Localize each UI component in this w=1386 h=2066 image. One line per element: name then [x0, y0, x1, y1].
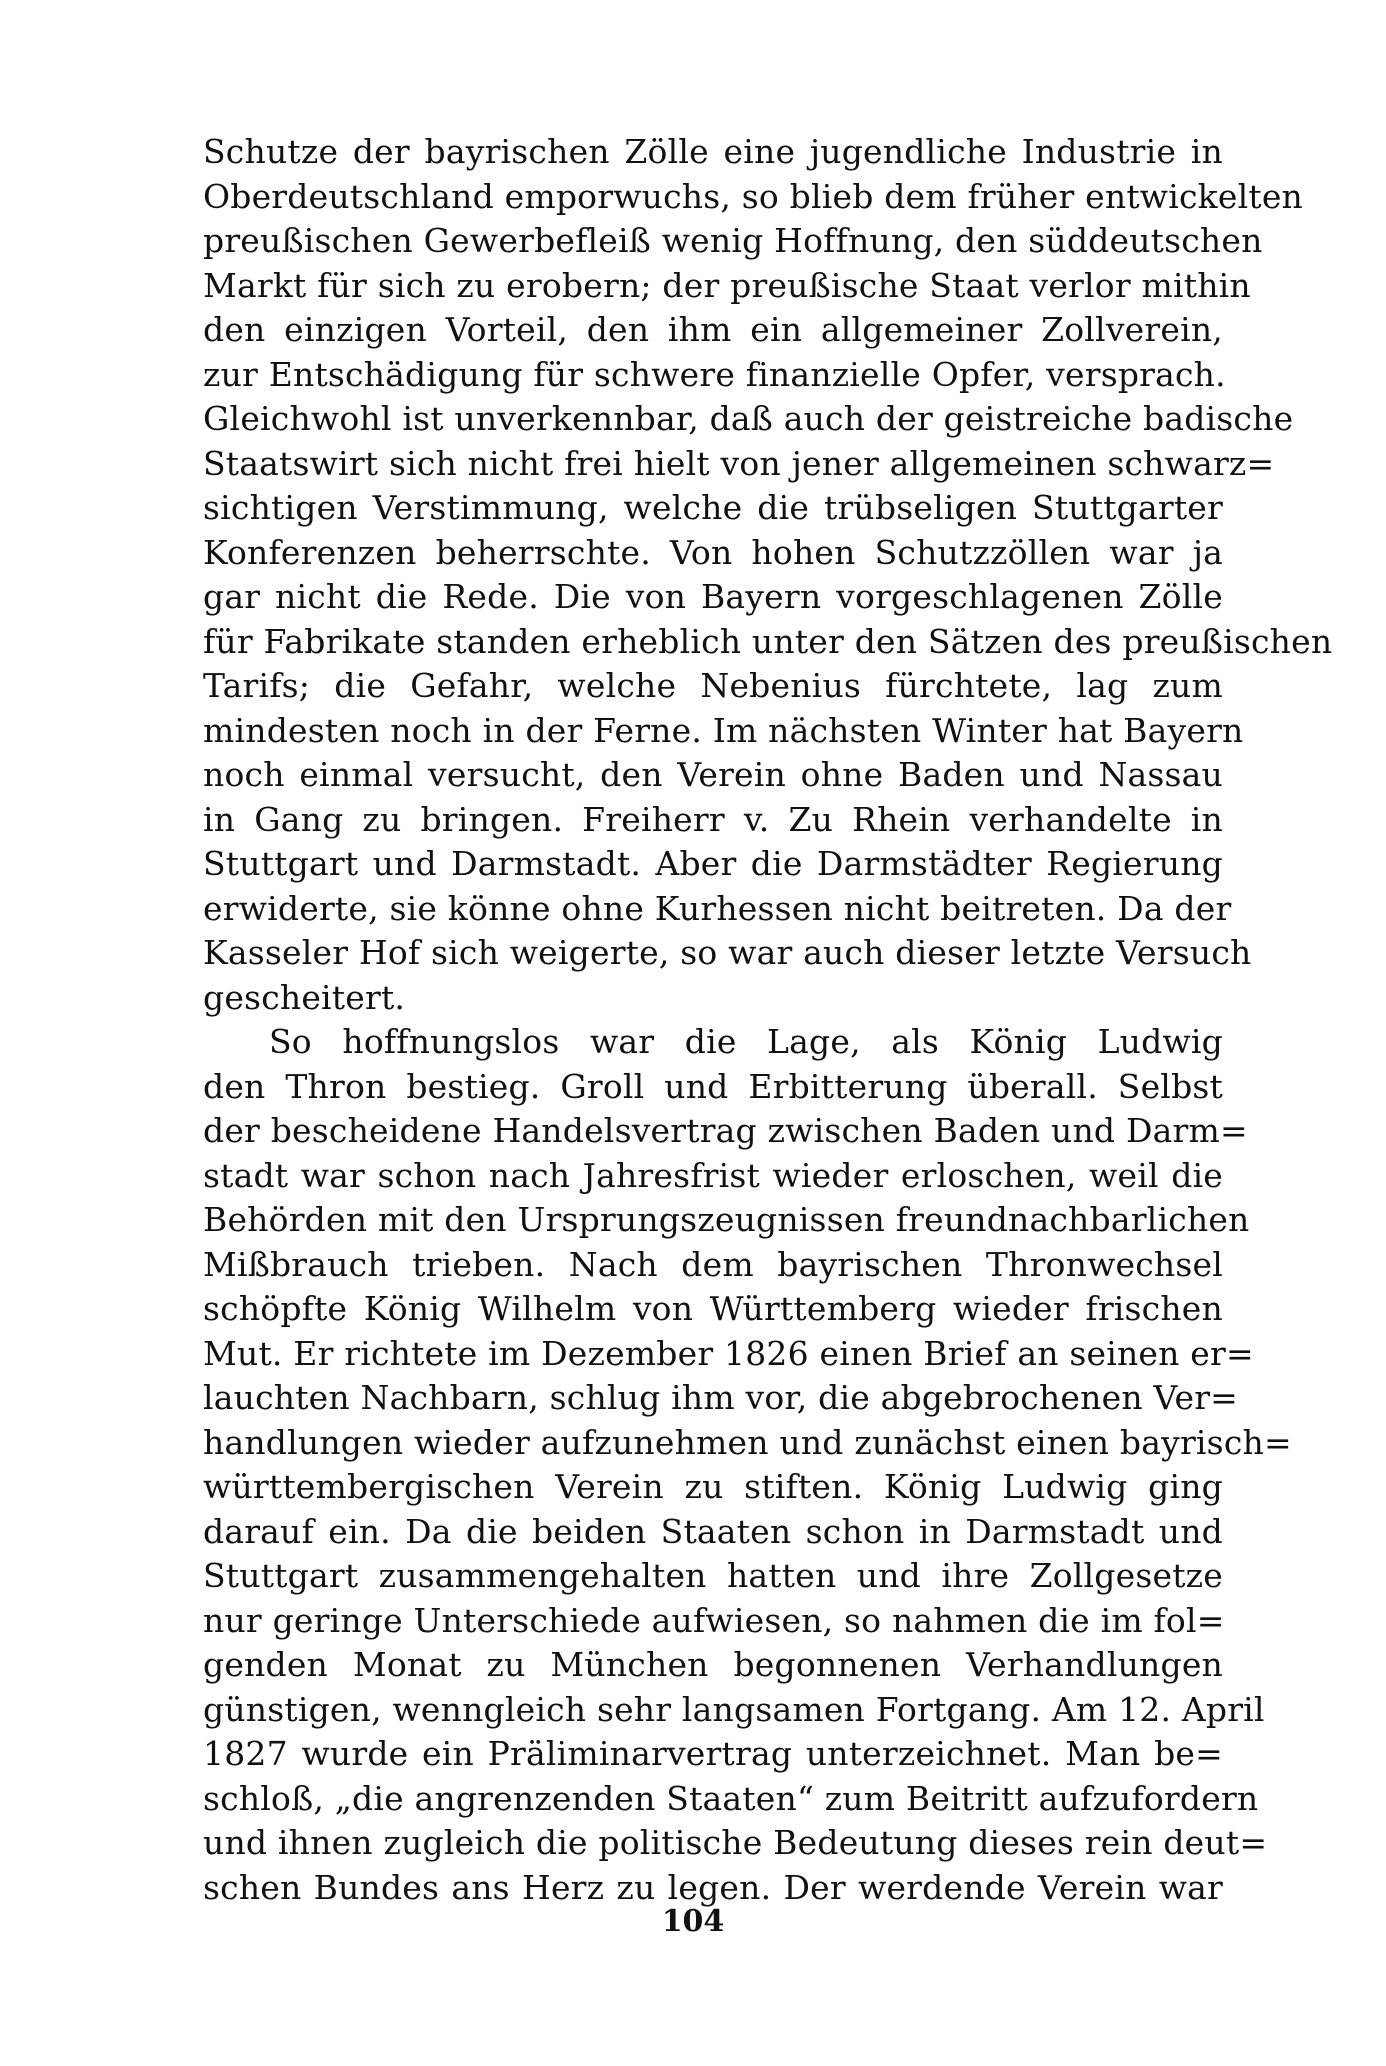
- text-line: schöpfte König Wilhelm von Württemberg wieder frischen: [203, 1289, 1223, 1328]
- text-line: mindesten noch in der Ferne. Im nächsten Winter hat Bayern: [203, 710, 1244, 750]
- text-line: preußischen Gewerbefleiß wenig Hoffnung, den süddeutschen: [203, 221, 1263, 260]
- text-line: der bescheidene Handelsvertrag zwischen Baden und Darm=: [203, 1111, 1248, 1150]
- text-line: Kasseler Hof sich weigerte, so war auch dieser letzte Versuch: [203, 933, 1252, 972]
- text-line: noch einmal versucht, den Verein ohne Baden und Nassau: [203, 755, 1223, 794]
- text-line: handlungen wieder aufzunehmen und zunächst einen bayrisch=: [203, 1422, 1292, 1462]
- text-line: Konferenzen beherrschte. Von hohen Schutzzöllen war ja: [203, 532, 1223, 572]
- text-line: und ihnen zugleich die politische Bedeutung dieses rein deut=: [203, 1823, 1268, 1862]
- text-line: Behörden mit den Ursprungszeugnissen freundnachbarlichen: [203, 1200, 1250, 1239]
- text-line: Mißbrauch trieben. Nach dem bayrischen Thronwechsel: [203, 1244, 1223, 1284]
- text-line: württembergischen Verein zu stiften. König Ludwig ging: [203, 1467, 1223, 1506]
- text-line: zur Entschädigung für schwere finanzielle Opfer, versprach.: [203, 354, 1226, 394]
- text-line: Tarifs; die Gefahr, welche Nebenius fürchtete, lag zum: [203, 666, 1223, 705]
- page-number: 104: [661, 1904, 725, 1939]
- text-line: Stuttgart und Darmstadt. Aber die Darmstädter Regierung: [203, 844, 1223, 883]
- text-line: Mut. Er richtete im Dezember 1826 einen Brief an seinen er=: [203, 1333, 1254, 1373]
- text-line: in Gang zu bringen. Freiherr v. Zu Rhein verhandelte in: [203, 799, 1223, 839]
- text-line: nur geringe Unterschiede aufwiesen, so nahmen die im fol=: [203, 1600, 1225, 1640]
- text-line: günstigen, wenngleich sehr langsamen Fortgang. Am 12. April: [203, 1689, 1265, 1729]
- text-line: den einzigen Vorteil, den ihm ein allgemeiner Zollverein,: [203, 310, 1223, 349]
- text-line: Staatswirt sich nicht frei hielt von jener allgemeinen schwarz=: [203, 443, 1275, 483]
- text-line: den Thron bestieg. Groll und Erbitterung überall. Selbst: [203, 1066, 1223, 1106]
- body-text: [203, 130, 1333, 1910]
- text-line: Schutze der bayrischen Zölle eine jugendliche Industrie in: [203, 132, 1223, 171]
- text-line: genden Monat zu München begonnenen Verhandlungen: [203, 1645, 1223, 1684]
- text-line: Stuttgart zusammengehalten hatten und ihre Zollgesetze: [203, 1556, 1223, 1595]
- text-line: schen Bundes ans Herz zu legen. Der werdende Verein war: [203, 1867, 1223, 1907]
- paragraph-first-line: So hoffnungslos war die Lage, als König Ludwig: [269, 1022, 1223, 1061]
- text-line: für Fabrikate standen erheblich unter den Sätzen des preußischen: [203, 621, 1333, 661]
- text-line: schloß, „die angrenzenden Staaten“ zum Beitritt aufzufordern: [203, 1778, 1259, 1818]
- text-line: Oberdeutschland emporwuchs, so blieb dem früher entwickelten: [203, 176, 1304, 216]
- text-line: gar nicht die Rede. Die von Bayern vorgeschlagenen Zölle: [203, 577, 1223, 616]
- text-line: sichtigen Verstimmung, welche die trübseligen Stuttgarter: [203, 488, 1223, 527]
- text-line: Gleichwohl ist unverkennbar, daß auch der geistreiche badische: [203, 399, 1294, 438]
- text-line: Markt für sich zu erobern; der preußische Staat verlor mithin: [203, 265, 1251, 305]
- text-line: lauchten Nachbarn, schlug ihm vor, die abgebrochenen Ver=: [203, 1378, 1239, 1417]
- text-line: erwiderte, sie könne ohne Kurhessen nicht beitreten. Da der: [203, 888, 1232, 928]
- text-line: gescheitert.: [203, 977, 406, 1017]
- text-line: darauf ein. Da die beiden Staaten schon in Darmstadt und: [203, 1511, 1223, 1551]
- text-line: 1827 wurde ein Präliminarvertrag unterzeichnet. Man be=: [203, 1734, 1223, 1773]
- text-line: stadt war schon nach Jahresfrist wieder erloschen, weil die: [203, 1155, 1223, 1195]
